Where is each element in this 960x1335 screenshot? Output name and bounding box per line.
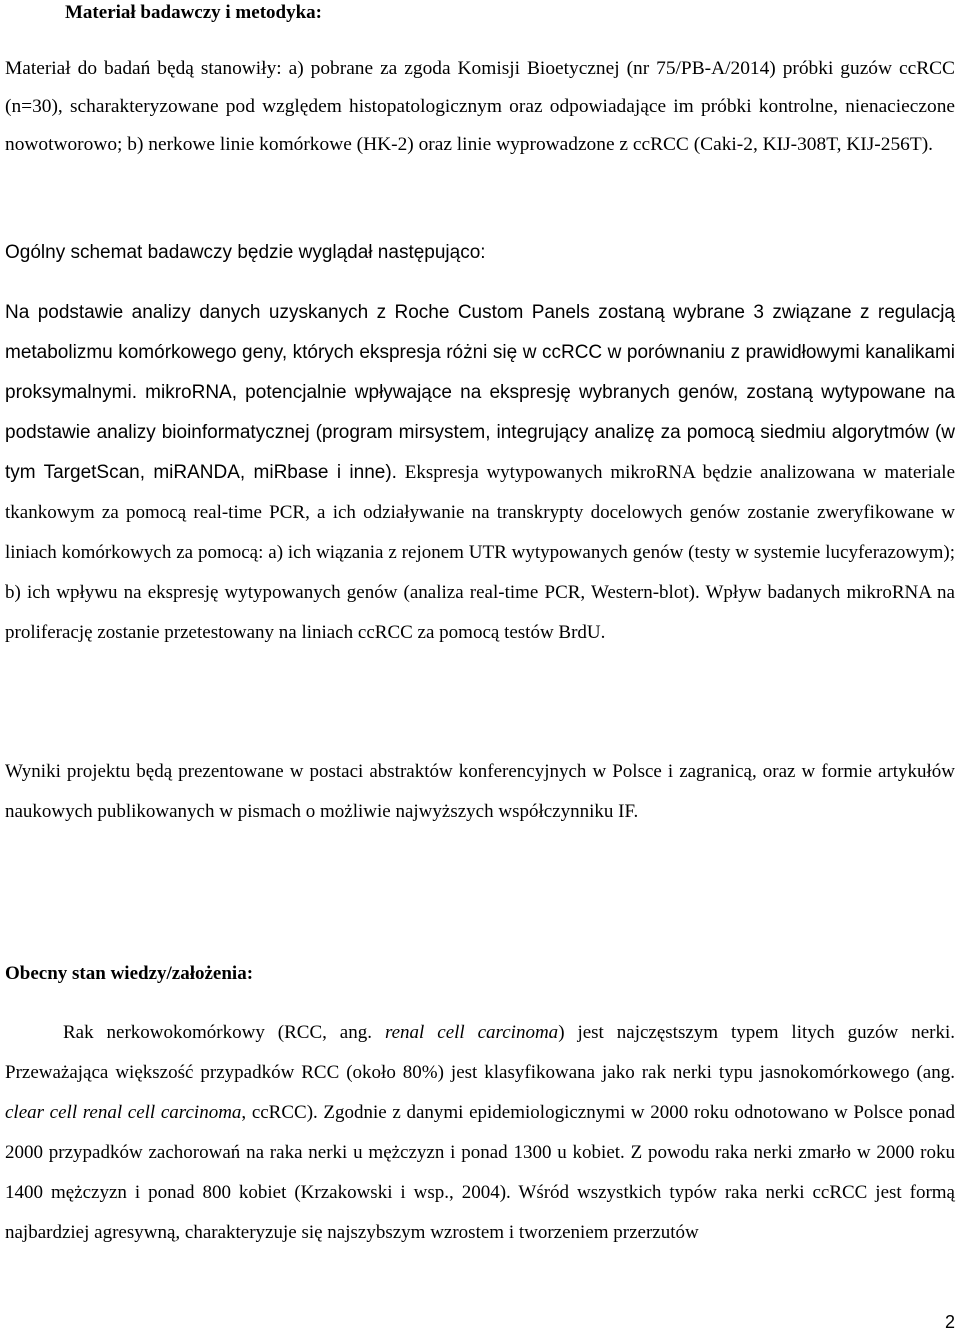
paragraph-methods — [5, 293, 955, 653]
section-heading-materials: Materiał badawczy i metodyka: — [65, 2, 322, 23]
rcc-text-middle: ) jest najczęstszym typem litych guzów nerki. Przeważająca większość przypadków RCC (około 80%) jest klasyfikowana jako rak nerki typu jasnokomórkowego (ang. — [5, 1022, 955, 1083]
paragraph-scheme-intro: Ogólny schemat badawczy będzie wyglądał następująco: — [5, 242, 486, 263]
page-number: 2 — [944, 1312, 955, 1332]
paragraph-results: Wyniki projektu będą prezentowane w postaci abstraktów konferencyjnych w Polsce i zagranicą, oraz w formie artykułów naukowych publikowanych w pismach o możliwie najwyższych współczynniku IF. — [5, 761, 955, 822]
section-heading-state-of-knowledge: Obecny stan wiedzy/założenia: — [5, 963, 254, 984]
rcc-term-italic: renal cell carcinoma — [384, 1022, 559, 1043]
methods-text-part1: Na podstawie analizy danych uzyskanych z Roche Custom Panels zostaną wybrane 3 związane z regulacją metabolizmu komórkowego geny, których ekspresja różni się w ccRCC w porównaniu z prawidłowymi kanalikami proksymalnymi. mikroRNA, potencjalnie wpływające na ekspresję wybranych genów, zostaną wytypowane na podstawie analizy bioinformatycznej (program mirsystem, integrujący analizę za pomocą siedmiu algorytmów (w tym TargetScan, miRANDA, miRbase i inne). — [5, 302, 955, 483]
ccrcc-term-italic: clear cell renal cell carcinoma — [5, 1102, 242, 1123]
methods-text-part2: Ekspresja wytypowanych mikroRNA będzie analizowana w materiale tkankowym za pomocą real-time PCR, a ich odziaływanie na transkrypty docelowych genów zostanie zweryfikowane w liniach komórkowych za pomocą: a) ich wiązania z rejonem UTR wytypowanych genów (testy w systemie lucyferazowym); b) ich wpływu na ekspresję wytypowanych genów (analiza real-time PCR, Western-blot). Wpływ badanych mikroRNA na proliferację zostanie przetestowany na liniach ccRCC za pomocą testów BrdU. — [5, 462, 956, 643]
rcc-text-intro: Rak nerkowokomórkowy (RCC, ang. — [63, 1022, 385, 1043]
paragraph-materials: Materiał do badań będą stanowiły: a) pobrane za zgoda Komisji Bioetycznej (nr 75/PB-A/2014) próbki guzów ccRCC (n=30), scharakteryzowane pod względem histopatologicznym oraz odpowiadające im próbki kontrolne, nienacieczone nowotworowo; b) nerkowe linie komórkowe (HK-2) oraz linie wyprowadzone z ccRCC (Caki-2, KIJ-308T, KIJ-256T). — [5, 58, 955, 155]
paragraph-rcc — [5, 1013, 955, 1253]
rcc-text-end: , ccRCC). Zgodnie z danymi epidemiologicznymi w 2000 roku odnotowano w Polsce ponad 2000 przypadków zachorowań na raka nerki u mężczyzn i ponad 1300 u kobiet. Z powodu raka nerki zmarło w 2000 roku 1400 mężczyzn i ponad 800 kobiet (Krzakowski i wsp., 2004). Wśród wszystkich typów raka nerki ccRCC jest formą najbardziej agresywną, charakteryzuje się najszybszym wzrostem i tworzeniem przerzutów — [5, 1102, 956, 1243]
